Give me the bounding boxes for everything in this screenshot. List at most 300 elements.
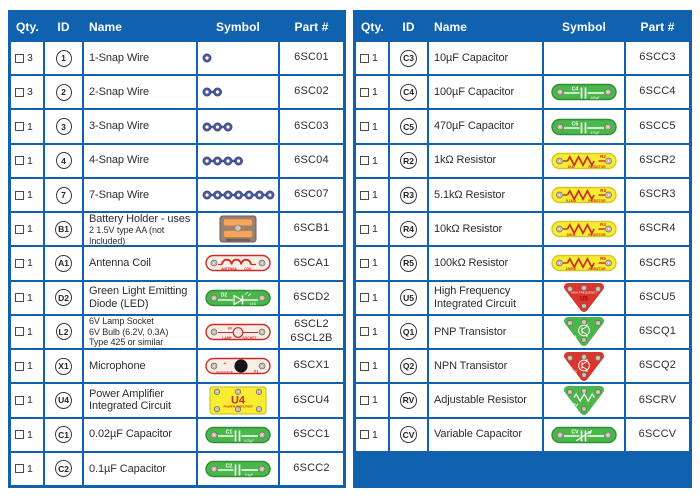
qty-checkbox-icon <box>15 293 24 302</box>
name-cell <box>429 42 542 74</box>
id-cell <box>390 145 427 177</box>
name-cell <box>429 76 542 108</box>
part-number: 6SC04 <box>294 153 329 166</box>
name-cell <box>84 213 196 245</box>
name-cell <box>429 350 542 382</box>
qty-cell <box>356 179 388 211</box>
name-text: Variable Capacitor <box>434 428 522 441</box>
name-text: 10kΩ Resistor <box>434 222 503 235</box>
symbol-cell <box>544 282 624 314</box>
part-number: 6SCQ1 <box>638 325 677 338</box>
name-cell <box>429 145 542 177</box>
name-text: 3-Snap Wire <box>89 120 150 133</box>
qty-value: 1 <box>372 223 378 236</box>
symbol-cell <box>198 213 278 245</box>
name-text: Green Light Emitting Diode (LED) <box>89 285 188 310</box>
power-amplifier-ic-icon <box>209 386 267 415</box>
name-cell <box>429 384 542 416</box>
name-cell <box>84 247 196 279</box>
qty-checkbox-icon <box>15 396 24 405</box>
symbol-cell <box>198 145 278 177</box>
qty-value: 1 <box>27 428 33 441</box>
battery-holder-icon <box>219 215 257 243</box>
id-cell <box>45 247 82 279</box>
name-text: 0.02µF Capacitor <box>89 428 173 441</box>
part-number: 6SCL2 <box>294 318 329 331</box>
qty-cell <box>11 42 43 74</box>
qty-checkbox-icon <box>360 122 369 131</box>
svg-text:Q2: Q2 <box>571 369 577 375</box>
part-number: 6SCR4 <box>639 222 676 235</box>
part-cell <box>626 316 689 348</box>
resistor-icon <box>551 219 617 239</box>
id-badge: C4 <box>400 84 417 101</box>
svg-text:RESISTOR: RESISTOR <box>588 233 606 238</box>
qty-checkbox-icon <box>360 362 369 371</box>
qty-value: 1 <box>27 120 33 133</box>
part-number: 6SCU4 <box>293 393 330 406</box>
qty-checkbox-icon <box>360 225 369 234</box>
snap-3-icon <box>201 121 234 133</box>
part-number: 6SCR3 <box>639 188 676 201</box>
name-cell <box>84 42 196 74</box>
name-cell <box>429 213 542 245</box>
name-cell <box>84 384 196 416</box>
part-number: 6SCC3 <box>639 51 676 64</box>
transistor-triangle-icon <box>562 316 606 347</box>
svg-text:R5: R5 <box>600 256 606 262</box>
id-badge: 2 <box>56 84 72 101</box>
qty-checkbox-icon <box>360 88 369 97</box>
name-text: High Frequency Integrated Circuit <box>434 285 516 310</box>
name-text: 1kΩ Resistor <box>434 154 497 167</box>
qty-checkbox-icon <box>15 225 24 234</box>
name-text: 10µF Capacitor <box>434 51 509 64</box>
symbol-cell <box>198 384 278 416</box>
name-subtext: 6V Lamp Socket <box>89 316 154 327</box>
part-number: 6SCQ2 <box>638 359 677 372</box>
qty-checkbox-icon <box>15 464 24 473</box>
microphone-icon <box>205 356 271 376</box>
qty-cell <box>11 419 43 451</box>
id-badge: CV <box>400 426 418 443</box>
qty-checkbox-icon <box>360 191 369 200</box>
name-cell <box>84 282 196 314</box>
snap-1-icon <box>201 52 213 64</box>
name-subtext: Type 425 or similar <box>89 337 164 348</box>
qty-checkbox-icon <box>360 54 369 63</box>
name-cell <box>84 350 196 382</box>
name-cell <box>84 179 196 211</box>
id-badge: U5 <box>400 289 417 306</box>
part-cell <box>280 316 343 348</box>
id-badge: R5 <box>400 255 417 272</box>
qty-checkbox-icon <box>15 327 24 336</box>
part-number: 6SCD2 <box>293 290 330 303</box>
name-cell <box>429 110 542 142</box>
snap-4-icon <box>201 155 245 167</box>
qty-checkbox-icon <box>360 259 369 268</box>
name-text: NPN Transistor <box>434 359 508 372</box>
name-text: Battery Holder - uses <box>89 213 191 225</box>
part-cell <box>626 247 689 279</box>
qty-cell <box>11 110 43 142</box>
part-cell <box>280 42 343 74</box>
qty-checkbox-icon <box>15 430 24 439</box>
id-cell <box>390 179 427 211</box>
name-cell <box>429 316 542 348</box>
id-badge: 1 <box>56 50 72 67</box>
part-number: 6SCL2B <box>290 331 333 344</box>
name-cell <box>84 110 196 142</box>
column-header-qty: Qty. <box>11 13 43 40</box>
svg-text:C4: C4 <box>571 86 579 93</box>
qty-checkbox-icon <box>15 122 24 131</box>
resistor-icon <box>551 151 617 171</box>
svg-text:LED: LED <box>249 301 257 306</box>
capacitor-icon <box>551 117 617 137</box>
name-text: 5.1kΩ Resistor <box>434 188 506 201</box>
id-cell <box>45 145 82 177</box>
svg-text:U4: U4 <box>230 394 246 407</box>
part-cell <box>280 110 343 142</box>
id-cell <box>390 282 427 314</box>
qty-value: 1 <box>372 394 378 407</box>
qty-checkbox-icon <box>360 327 369 336</box>
name-text: 7-Snap Wire <box>89 188 150 201</box>
qty-value: 1 <box>27 154 33 167</box>
svg-text:R4: R4 <box>600 222 606 228</box>
name-subtext: 2 1.5V type AA (not Included) <box>89 225 165 246</box>
svg-text:ANTENNA: ANTENNA <box>221 267 237 272</box>
id-badge: 7 <box>56 187 72 204</box>
name-text: 2-Snap Wire <box>89 86 150 99</box>
part-number: 6SCC5 <box>639 119 676 132</box>
symbol-cell <box>544 213 624 245</box>
part-number: 6SCA1 <box>293 256 330 269</box>
name-cell <box>429 179 542 211</box>
id-badge: Q1 <box>400 323 417 340</box>
part-cell <box>626 179 689 211</box>
qty-cell <box>356 316 388 348</box>
symbol-cell <box>544 316 624 348</box>
column-header-id: ID <box>45 13 82 40</box>
id-cell <box>390 316 427 348</box>
id-badge: C5 <box>400 118 417 135</box>
part-number: 6SCU5 <box>639 290 676 303</box>
qty-cell <box>356 419 388 451</box>
qty-cell <box>11 179 43 211</box>
qty-value: 1 <box>27 223 33 236</box>
name-text: Microphone <box>89 359 146 372</box>
id-cell <box>45 179 82 211</box>
part-number: 6SCR5 <box>639 256 676 269</box>
variable-capacitor-icon <box>551 425 617 445</box>
part-cell <box>626 350 689 382</box>
svg-text:U5: U5 <box>580 295 588 303</box>
name-text: Antenna Coil <box>89 257 151 270</box>
part-number: 6SCX1 <box>293 359 330 372</box>
id-cell <box>45 76 82 108</box>
parts-table-left <box>8 10 346 488</box>
symbol-cell <box>198 282 278 314</box>
svg-text:LAMP: LAMP <box>222 335 232 340</box>
svg-text:RESISTOR: RESISTOR <box>588 198 606 203</box>
qty-checkbox-icon <box>15 156 24 165</box>
part-number: 6SC03 <box>294 119 329 132</box>
qty-value: 1 <box>372 325 378 338</box>
qty-value: 1 <box>372 428 378 441</box>
symbol-cell <box>544 110 624 142</box>
part-cell <box>280 76 343 108</box>
symbol-cell <box>544 145 624 177</box>
qty-cell <box>356 247 388 279</box>
id-badge: X1 <box>55 358 71 375</box>
part-cell <box>280 145 343 177</box>
id-cell <box>390 350 427 382</box>
id-cell <box>390 384 427 416</box>
part-cell <box>280 282 343 314</box>
qty-cell <box>356 384 388 416</box>
parts-table-right <box>353 10 692 488</box>
name-text: 100kΩ Resistor <box>434 257 509 270</box>
part-number: 6SCRV <box>638 393 677 406</box>
part-cell <box>280 384 343 416</box>
name-cell <box>429 419 542 451</box>
qty-value: 1 <box>372 52 378 65</box>
column-header-name: Name <box>429 13 542 40</box>
symbol-cell <box>198 419 278 451</box>
id-badge: RV <box>400 392 418 409</box>
qty-value: 1 <box>27 189 33 202</box>
id-badge: C1 <box>55 426 72 443</box>
id-cell <box>390 213 427 245</box>
svg-text:Q1: Q1 <box>571 334 577 340</box>
part-number: 6SCC4 <box>639 85 676 98</box>
id-cell <box>45 282 82 314</box>
qty-value: 1 <box>27 325 33 338</box>
id-badge: A1 <box>55 255 72 272</box>
svg-text:6V: 6V <box>227 326 233 331</box>
id-cell <box>45 213 82 245</box>
qty-cell <box>11 384 43 416</box>
part-cell <box>626 384 689 416</box>
svg-text:1KΩ: 1KΩ <box>567 164 575 169</box>
qty-value: 1 <box>372 120 378 133</box>
part-number: 6SCC2 <box>293 462 330 474</box>
symbol-cell <box>198 110 278 142</box>
qty-value: 1 <box>372 86 378 99</box>
svg-text:R3: R3 <box>600 188 606 194</box>
id-badge: B1 <box>55 221 72 238</box>
symbol-cell <box>544 76 624 108</box>
svg-text:COIL: COIL <box>244 267 252 272</box>
qty-cell <box>356 213 388 245</box>
qty-cell <box>356 282 388 314</box>
part-cell <box>626 282 689 314</box>
name-text: Adjustable Resistor <box>434 394 527 407</box>
ic-triangle-icon <box>562 282 606 313</box>
svg-text:RESISTOR: RESISTOR <box>588 267 606 272</box>
svg-text:SOCKET: SOCKET <box>242 335 257 340</box>
part-cell <box>626 419 689 451</box>
name-text: PNP Transistor <box>434 325 507 338</box>
id-cell <box>390 110 427 142</box>
symbol-cell <box>198 316 278 348</box>
part-cell <box>626 42 689 74</box>
id-badge: Q2 <box>400 358 417 375</box>
id-cell <box>45 453 82 485</box>
qty-cell <box>356 350 388 382</box>
column-header-id: ID <box>390 13 427 40</box>
column-header-symbol: Symbol <box>198 13 278 40</box>
qty-checkbox-icon <box>15 191 24 200</box>
symbol-cell <box>544 42 624 74</box>
part-cell <box>626 110 689 142</box>
name-cell <box>84 76 196 108</box>
svg-text:X1: X1 <box>253 368 259 374</box>
symbol-cell <box>544 350 624 382</box>
name-text: 1-Snap Wire <box>89 51 150 64</box>
capacitor-icon <box>205 459 271 479</box>
svg-text:100KΩ: 100KΩ <box>565 267 577 272</box>
svg-text:470µF: 470µF <box>590 130 600 135</box>
part-cell <box>626 213 689 245</box>
part-number: 6SC01 <box>294 51 329 64</box>
resistor-icon <box>551 253 617 273</box>
part-number: 6SCR2 <box>639 153 676 166</box>
qty-cell <box>356 145 388 177</box>
symbol-cell <box>544 179 624 211</box>
qty-value: 1 <box>27 291 33 304</box>
svg-text:100µF: 100µF <box>590 96 600 101</box>
qty-value: 1 <box>372 360 378 373</box>
symbol-cell <box>544 384 624 416</box>
transistor-triangle-icon <box>562 351 606 382</box>
name-cell <box>84 316 196 348</box>
qty-cell <box>356 110 388 142</box>
id-badge: 3 <box>56 118 72 135</box>
svg-text:10KΩ: 10KΩ <box>566 233 576 238</box>
qty-cell <box>11 213 43 245</box>
antenna-coil-icon <box>205 253 271 273</box>
id-cell <box>45 110 82 142</box>
id-cell <box>45 419 82 451</box>
id-cell <box>390 247 427 279</box>
snap-7-icon <box>201 189 276 201</box>
id-badge: U4 <box>55 392 72 409</box>
part-cell <box>626 76 689 108</box>
id-badge: L2 <box>56 323 72 340</box>
svg-text:C2: C2 <box>225 463 233 470</box>
svg-text:POWER AMPLIFIER: POWER AMPLIFIER <box>223 404 253 409</box>
capacitor-icon <box>205 425 271 445</box>
part-cell <box>280 179 343 211</box>
part-cell <box>280 350 343 382</box>
svg-text:RV: RV <box>571 402 579 408</box>
symbol-cell <box>198 179 278 211</box>
id-badge: C3 <box>400 50 417 67</box>
qty-checkbox-icon <box>360 293 369 302</box>
qty-cell <box>11 350 43 382</box>
svg-text:0.1µF: 0.1µF <box>244 472 254 477</box>
svg-text:R2: R2 <box>600 153 606 159</box>
part-cell <box>626 145 689 177</box>
svg-text:+: + <box>223 361 227 368</box>
qty-value: 3 <box>27 52 33 65</box>
capacitor-icon <box>551 82 617 102</box>
qty-value: 1 <box>27 360 33 373</box>
part-cell <box>280 419 343 451</box>
qty-value: 1 <box>27 394 33 407</box>
svg-text:0.02µF: 0.02µF <box>244 438 254 443</box>
id-badge: 4 <box>56 152 72 169</box>
name-text: 4-Snap Wire <box>89 154 150 167</box>
part-number: 6SCB1 <box>293 222 330 235</box>
id-badge: R2 <box>400 152 417 169</box>
svg-text:5.1KΩ: 5.1KΩ <box>566 198 576 203</box>
part-cell <box>280 453 343 485</box>
qty-cell <box>11 76 43 108</box>
symbol-cell <box>198 76 278 108</box>
qty-value: 1 <box>372 154 378 167</box>
id-cell <box>390 42 427 74</box>
qty-cell <box>356 76 388 108</box>
column-header-part: Part # <box>626 13 689 40</box>
qty-checkbox-icon <box>360 396 369 405</box>
id-cell <box>45 350 82 382</box>
id-cell <box>45 316 82 348</box>
qty-cell <box>11 453 43 485</box>
qty-cell <box>11 316 43 348</box>
table-filler <box>356 453 689 485</box>
part-number: 6SCC1 <box>293 427 330 440</box>
id-cell <box>390 419 427 451</box>
qty-value: 3 <box>27 86 33 99</box>
column-header-name: Name <box>84 13 196 40</box>
symbol-cell <box>198 453 278 485</box>
qty-checkbox-icon <box>15 88 24 97</box>
part-cell <box>280 247 343 279</box>
symbol-cell <box>198 42 278 74</box>
qty-checkbox-icon <box>15 259 24 268</box>
name-cell <box>84 453 196 485</box>
part-number: 6SC07 <box>294 188 329 201</box>
column-header-part: Part # <box>280 13 343 40</box>
id-badge: D2 <box>55 289 72 306</box>
id-badge: C2 <box>55 460 72 477</box>
id-badge: R4 <box>400 221 417 238</box>
svg-text:MICROPHONE: MICROPHONE <box>215 370 234 374</box>
id-cell <box>45 42 82 74</box>
part-cell <box>280 213 343 245</box>
svg-text:CV: CV <box>571 429 579 436</box>
svg-text:D2: D2 <box>220 292 228 299</box>
qty-checkbox-icon <box>15 362 24 371</box>
symbol-cell <box>198 247 278 279</box>
green-led-icon <box>205 288 271 308</box>
id-cell <box>45 384 82 416</box>
symbol-cell <box>544 247 624 279</box>
qty-value: 1 <box>372 291 378 304</box>
qty-cell <box>11 282 43 314</box>
name-text: 470µF Capacitor <box>434 120 515 133</box>
name-cell <box>84 419 196 451</box>
column-header-qty: Qty. <box>356 13 388 40</box>
id-badge: R3 <box>400 187 417 204</box>
name-text: 100µF Capacitor <box>434 86 515 99</box>
qty-value: 1 <box>372 257 378 270</box>
